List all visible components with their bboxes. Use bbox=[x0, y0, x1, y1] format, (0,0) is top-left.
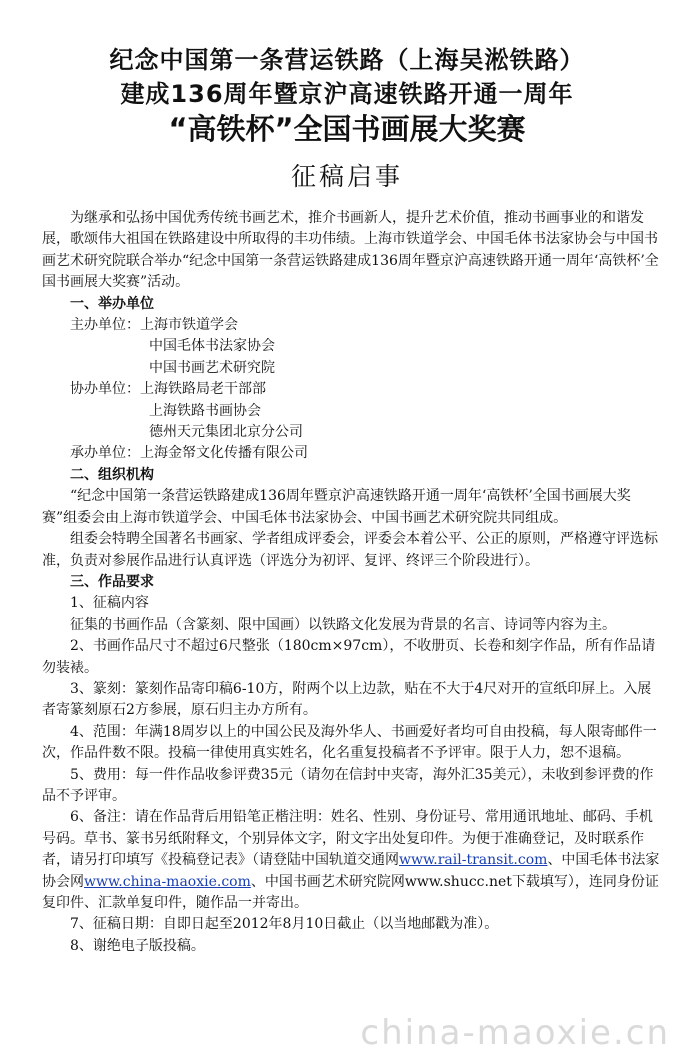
co-host-org: 上海铁路书画协会 bbox=[149, 402, 261, 419]
requirement-item: 3、篆刻：篆刻作品寄印稿6-10方，附两个以上边款，贴在不大于4尺对开的宣纸印屏上。入展者寄篆刻原石2方参展，原石归主办方所有。 bbox=[42, 680, 652, 719]
section-heading-organization: 二、组织机构 bbox=[70, 466, 154, 483]
title-line-2: 建成136周年暨京沪高速铁路开通一周年 bbox=[120, 80, 574, 108]
host-label: 主办单位： bbox=[70, 317, 140, 334]
title-line-1: 纪念中国第一条营运铁路（上海吴淞铁路） bbox=[109, 46, 585, 74]
requirement-item: 1、征稿内容 bbox=[70, 595, 149, 612]
requirement-item: 4、范围：年满18周岁以上的中国公民及海外华人、书画爱好者均可自由投稿，每人限寄邮件一次，作品件数不限。投稿一律使用真实姓名，化名重复投稿者不予评审。限于人力，恕不退稿。 bbox=[42, 723, 657, 762]
requirement-item: 5、费用：每一件作品收参评费35元（请勿在信封中夹寄，海外汇35美元），未收到参评费的作品不予评审。 bbox=[42, 766, 654, 804]
notes-text: 6、备注：请在作品背后用铅笔正楷注明：姓名、性别、身份证号、常用通讯地址、邮码、手机号码。草书、篆书另纸附释文，个别异体文字，附文字出处复印件。为便于准确登记，及时联系作者，请另打印填写《投稿登记表》（请登陆中国轨道交通网 bbox=[42, 809, 653, 869]
requirement-item: 8、谢绝电子版投稿。 bbox=[70, 937, 205, 954]
host-row bbox=[42, 315, 660, 336]
title-main: “高铁杯”全国书画展大奖赛 bbox=[168, 112, 526, 146]
undertaker-label: 承办单位： bbox=[70, 445, 140, 462]
notes-text: 、中国书画艺术研究院网www.shucc.net下载填写），连同身份证复印件、汇款单复印件，随作品一并寄出。 bbox=[42, 873, 659, 911]
co-host-org: 德州天元集团北京分公司 bbox=[149, 424, 303, 441]
co-host-row bbox=[42, 379, 660, 400]
section-heading-organizers: 一、举办单位 bbox=[70, 295, 154, 312]
china-maoxie-link[interactable]: www.china-maoxie.com bbox=[84, 873, 251, 890]
rail-transit-link[interactable]: www.rail-transit.com bbox=[399, 852, 548, 869]
section-heading-requirements: 三、作品要求 bbox=[70, 573, 154, 590]
requirement-item-notes bbox=[42, 807, 660, 914]
requirement-item: 7、征稿日期：自即日起至2012年8月10日截止（以当地邮戳为准）。 bbox=[70, 916, 499, 933]
host-org: 上海市铁道学会 bbox=[140, 317, 238, 334]
undertaker-org: 上海金帑文化传播有限公司 bbox=[140, 445, 308, 462]
intro-paragraph: 为继承和弘扬中国优秀传统书画艺术，推介书画新人，提升艺术价值，推动书画事业的和谐发展，歌颂伟大祖国在铁路建设中所取得的丰功伟绩。上海市铁道学会、中国毛体书法家协会与中国书画艺术研究院联合举办“纪念中国第一条营运铁路建成136周年暨京沪高速铁路开通一周年‘高铁杯’全国书画展大奖赛”活动。 bbox=[42, 210, 659, 291]
document-body bbox=[42, 208, 660, 957]
co-host-label: 协办单位： bbox=[70, 381, 140, 398]
notes-text: 、中国毛体书法家协会网 bbox=[42, 852, 660, 890]
host-org: 中国书画艺术研究院 bbox=[149, 359, 275, 376]
co-host-org: 上海铁路局老干部部 bbox=[140, 381, 266, 398]
requirement-item: 征集的书画作品（含篆刻、限中国画）以铁路文化发展为背景的名言、诗词等内容为主。 bbox=[70, 616, 616, 633]
requirement-item: 2、书画作品尺寸不超过6尺整张（180cm×97cm），不收册页、长卷和刻字作品，所有作品请勿装裱。 bbox=[42, 638, 656, 676]
host-org: 中国毛体书法家协会 bbox=[149, 338, 275, 355]
jury-paragraph: 组委会特聘全国著名书画家、学者组成评委会，评委会本着公平、公正的原则，严格遵守评选标准，负责对参展作品进行认真评选（评选分为初评、复评、终评三个阶段进行）。 bbox=[42, 531, 658, 569]
organization-paragraph: “纪念中国第一条营运铁路建成136周年暨京沪高速铁路开通一周年‘高铁杯’全国书画展大奖赛”组委会由上海市铁道学会、中国毛体书法家协会、中国书画艺术研究院共同组成。 bbox=[42, 488, 631, 526]
undertaker-row bbox=[42, 443, 660, 464]
watermark: china-maoxie.cn bbox=[360, 1013, 670, 1053]
subtitle: 征稿启事 bbox=[290, 162, 403, 191]
